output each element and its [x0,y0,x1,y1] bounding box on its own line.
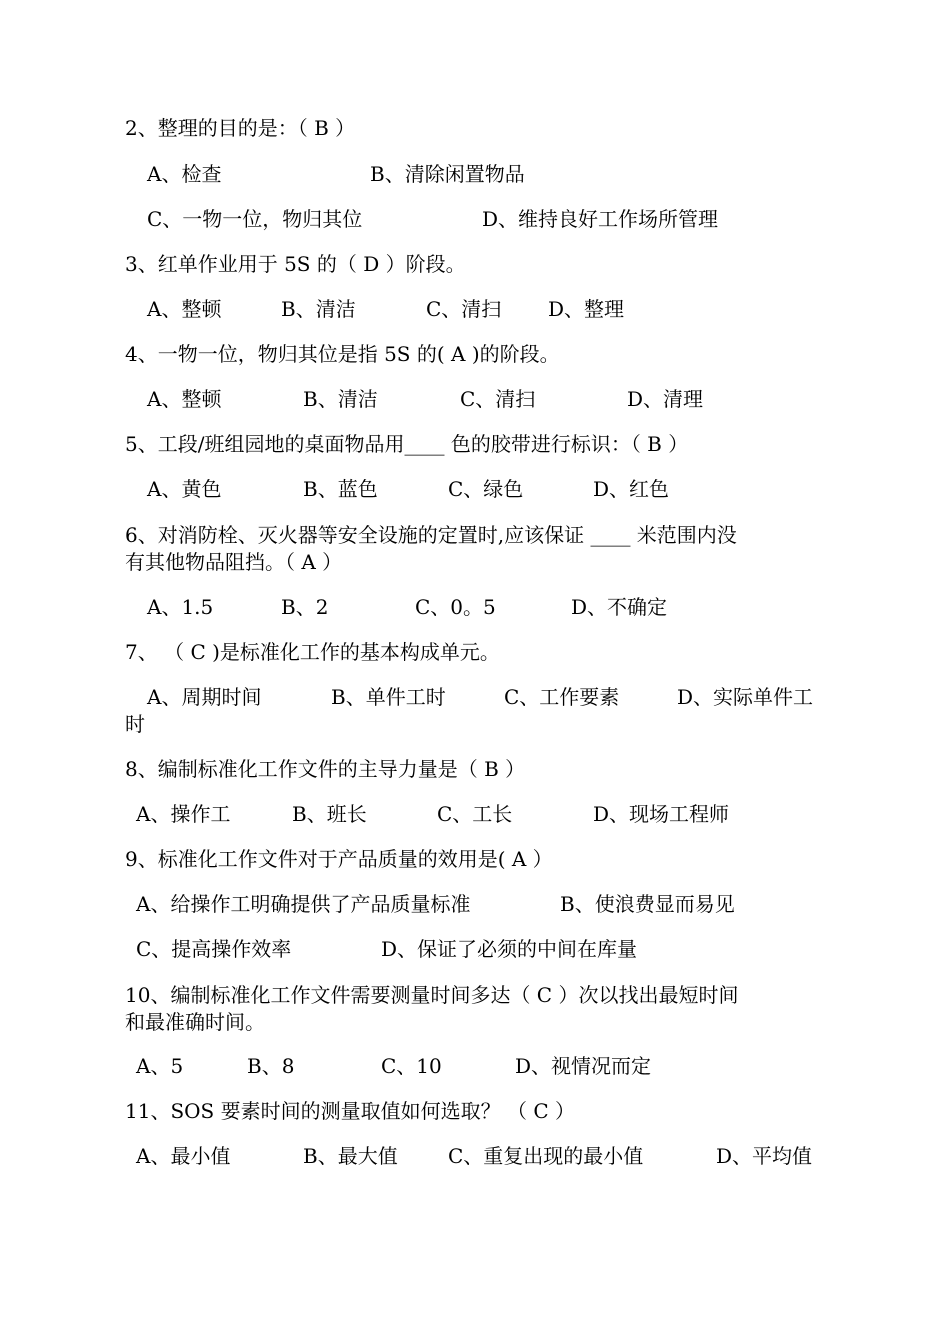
question-2: 2、整理的目的是：（ B ） [125,116,356,140]
question-10: 10、编制标准化工作文件需要测量时间多达（ C ）次以找出最短时间 [125,983,739,1007]
option-a: A、最小值 [136,1144,231,1168]
option-c: C、工长 [437,802,513,826]
option-a: A、整顿 [147,297,222,321]
option-row [0,801,950,828]
option-c: C、10 [381,1054,442,1078]
option-b: B、使浪费显而易见 [560,892,735,916]
option-c: C、工作要素 [504,685,620,709]
option-row [0,386,950,413]
question-5: 5、工段/班组园地的桌面物品用____ 色的胶带进行标识：（ B ） [125,432,689,456]
option-d: D、视情况而定 [515,1054,652,1078]
option-d: D、红色 [593,477,670,501]
question-3: 3、红单作业用于 5S 的（ D ）阶段。 [125,252,466,276]
option-c: C、重复出现的最小值 [448,1144,644,1168]
question-8: 8、编制标准化工作文件的主导力量是（ B ） [125,757,526,781]
option-a: A、周期时间 [147,685,262,709]
option-b: B、蓝色 [303,477,378,501]
question-4: 4、一物一位，物归其位是指 5S 的( A )的阶段。 [125,342,560,366]
option-d: D、现场工程师 [593,802,730,826]
option-b: B、单件工时 [331,685,446,709]
option-d: D、整理 [548,297,625,321]
option-b: B、清洁 [303,387,378,411]
option-row [0,476,950,503]
option-row [0,594,950,621]
option-b: B、清除闲置物品 [370,162,525,186]
option-c: C、清扫 [426,297,502,321]
question-11: 11、SOS 要素时间的测量取值如何选取？ （ C ） [125,1099,575,1123]
option-a: A、给操作工明确提供了产品质量标准 [136,892,471,916]
option-c: C、提高操作效率 [136,937,292,961]
question-6-line2: 有其他物品阻挡。（ A ） [125,550,343,574]
option-d: D、清理 [627,387,704,411]
question-10-line2: 和最准确时间。 [125,1010,265,1034]
option-row [0,684,950,711]
question-6: 6、对消防栓、灭火器等安全设施的定置时,应该保证 ____ 米范围内没 [125,523,737,547]
option-a: A、1.5 [147,595,214,619]
option-b: B、班长 [292,802,367,826]
question-9: 9、标准化工作文件对于产品质量的效用是( A ） [125,847,553,871]
option-a: A、整顿 [147,387,222,411]
option-b: B、最大值 [303,1144,398,1168]
option-a: A、5 [136,1054,184,1078]
option-row [0,296,950,323]
option-d: D、平均值 [716,1144,813,1168]
option-row [0,936,950,963]
option-b: B、清洁 [281,297,356,321]
option-d: D、不确定 [571,595,668,619]
option-row [0,1143,950,1170]
option-c: C、绿色 [448,477,524,501]
option-c: C、一物一位，物归其位 [147,207,363,231]
option-d: D、实际单件工 [677,685,814,709]
option-row [0,206,950,233]
option-row [0,891,950,918]
option-d: D、维持良好工作场所管理 [482,207,719,231]
option-row [0,1053,950,1080]
option-a: A、检查 [147,162,222,186]
option-d: D、保证了必须的中间在库量 [381,937,638,961]
option-row [0,161,950,188]
option-c: C、清扫 [460,387,536,411]
option-b: B、2 [281,595,329,619]
option-a: A、操作工 [136,802,231,826]
option-a: A、黄色 [147,477,222,501]
option-c: C、0。5 [415,595,496,619]
option-b: B、8 [247,1054,295,1078]
option-d-continued: 时 [125,712,145,736]
question-7: 7、 （ C )是标准化工作的基本构成单元。 [125,640,500,664]
